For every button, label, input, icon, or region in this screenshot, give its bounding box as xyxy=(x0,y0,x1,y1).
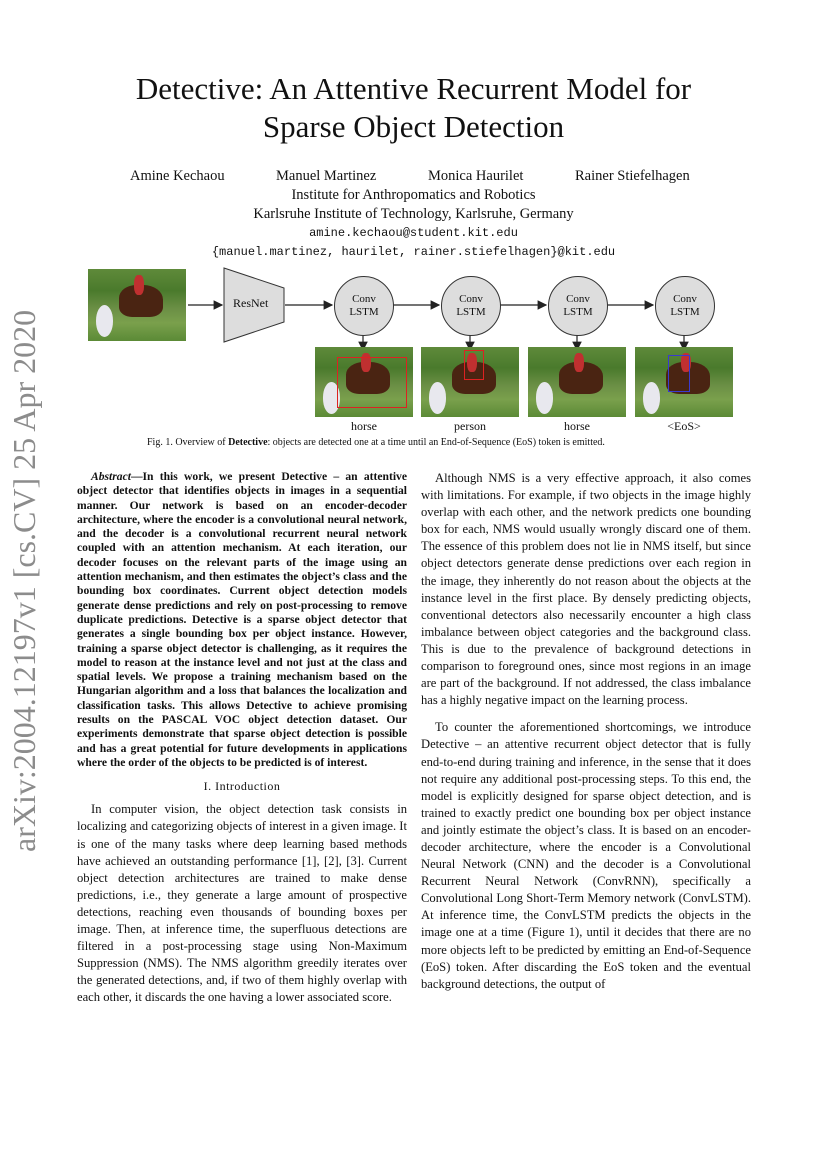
authors xyxy=(0,168,827,188)
output-label-4: <EoS> xyxy=(667,419,701,433)
right-column xyxy=(421,470,751,993)
abstract xyxy=(77,470,407,770)
output-label-2: person xyxy=(454,419,486,433)
convlstm-node-2: Conv LSTM xyxy=(441,276,501,336)
convlstm-node-4: Conv LSTM xyxy=(655,276,715,336)
convlstm-node-3: Conv LSTM xyxy=(548,276,608,336)
title-line-1: Detective: An Attentive Recurrent Model for xyxy=(135,71,692,106)
right-paragraph-1: Although NMS is a very effective approach, it also comes with limitations. For example, if two objects in the image highly overlap with each other, and the network predicts one bounding box for each, NMS would usually wrongly discard one of them. The essence of this problem does not lie in NMS itself, but since object detectors generate dense predictions over each region in the image, they inherently do not reason about the objects at the instance level in the first place. By densely predicting objects, conventional detectors also necessarily encounter a high class imbalance between object categories and the background class. This is due to the prevalence of background detections in comparison to foreground ones, since most regions in an image are part of the background. If not addressed, the class imbalance has a highly negative impact on the learning process. xyxy=(421,471,751,708)
caption-bold: Detective xyxy=(228,437,268,448)
abstract-label: Abstract xyxy=(91,470,131,483)
affiliation-1: Institute for Anthropomatics and Robotics xyxy=(291,187,536,203)
output-image-3 xyxy=(528,347,626,417)
output-image-2 xyxy=(421,347,519,417)
output-image-4 xyxy=(635,347,733,417)
output-image-1 xyxy=(315,347,413,417)
input-image xyxy=(88,269,186,341)
author-1: Amine Kechaou xyxy=(130,168,225,184)
email-1: amine.kechaou@student.kit.edu xyxy=(309,226,518,240)
caption-prefix: Fig. 1. Overview of xyxy=(147,437,229,448)
output-label-3: horse xyxy=(564,419,590,433)
resnet-label: ResNet xyxy=(233,296,269,310)
author-2: Manuel Martinez xyxy=(276,168,377,184)
figure-1 xyxy=(88,262,738,452)
intro-paragraph-1: In computer vision, the object detection task consists in localizing and categorizing objects of interest in a given image. It is one of the many tasks where deep learning based methods have achieved an outstanding performance [1], [2], [3]. Current object detection architectures are trained to make dense predictions, i.e., they generate a large amount of prospective detections, reaching even thousands of bounding boxes per image. Then, at inference time, the superfluous detections are filtered in a post-processing stage using Non-Maximum Suppression (NMS). The NMS algorithm greedily iterates over the generated detections, and, if two of them highly overlap with each other, it discards the one having a lower associated score. xyxy=(77,802,407,1005)
figure-caption xyxy=(147,437,747,448)
arxiv-sidebar: arXiv:2004.12197v1 [cs.CV] 25 Apr 2020 xyxy=(6,309,42,852)
output-label-1: horse xyxy=(351,419,377,433)
author-4: Rainer Stiefelhagen xyxy=(575,168,690,184)
affiliation-2: Karlsruhe Institute of Technology, Karlsruhe, Germany xyxy=(253,206,574,222)
email-2: {manuel.martinez, haurilet, rainer.stiefelhagen}@kit.edu xyxy=(211,245,616,259)
convlstm-node-1: Conv LSTM xyxy=(334,276,394,336)
caption-rest: : objects are detected one at a time until an End-of-Sequence (EoS) token is emitted. xyxy=(267,437,605,448)
paper-title xyxy=(0,70,827,146)
abstract-text: —In this work, we present Detective – an attentive object detector that identifies objects in images in a sequential manner. Our network is based on an encoder-decoder architecture, where the encoder is a convolutional neural network, and the decoder is a convolutional recurrent neural network coupled with an attention mechanism. At each iteration, our decoder focuses on the relevant parts of the image using an attention mechanism, and then estimates the object’s class and the bounding box coordinates. Current object detection models generate dense predictions and rely on post-processing to remove duplicate predictions. Detective is a sparse object detector that generates a single bounding box per object instance. However, training a sparse object detector is challenging, as it requires the model to reason at the instance level and not just at the class and spatial levels. We propose a training mechanism based on the Hungarian algorithm and a loss that balances the localization and classification tasks. This allows Detective to achieve promising results on the PASCAL VOC object detection dataset. Our experiments demonstrate that sparse object detection is possible and has a great potential for future developments in applications where the order of the objects to be predicted is of interest. xyxy=(77,470,407,769)
title-line-2: Sparse Object Detection xyxy=(262,109,565,144)
author-3: Monica Haurilet xyxy=(428,168,524,184)
left-column xyxy=(77,470,407,1006)
right-paragraph-2: To counter the aforementioned shortcomings, we introduce Detective – an attentive recurrent object detector that is fully end-to-end during training and inference, in the sense that it does not require any additional post-processing steps. To this end, the model is explicitly designed for sparse object detection, and is trained to exactly predict one bounding box per object instance and jointly estimate the object’s class. It is based on an encoder-decoder architecture, where the encoder is a Convolutional Neural Network (CNN) and the decoder is a Convolutional Recurrent Neural Network (ConvRNN), specifically a Convolutional Long Short-Term Memory network (ConvLSTM). At inference time, the ConvLSTM predicts the objects in the image one at a time (Figure 1), until it decides that there are no more objects left to be predicted by emitting an End-of-Sequence (EoS) token. After discarding the EoS token and the eventual background detections, the output of xyxy=(421,720,751,991)
section-heading: I. Introduction xyxy=(203,779,281,794)
